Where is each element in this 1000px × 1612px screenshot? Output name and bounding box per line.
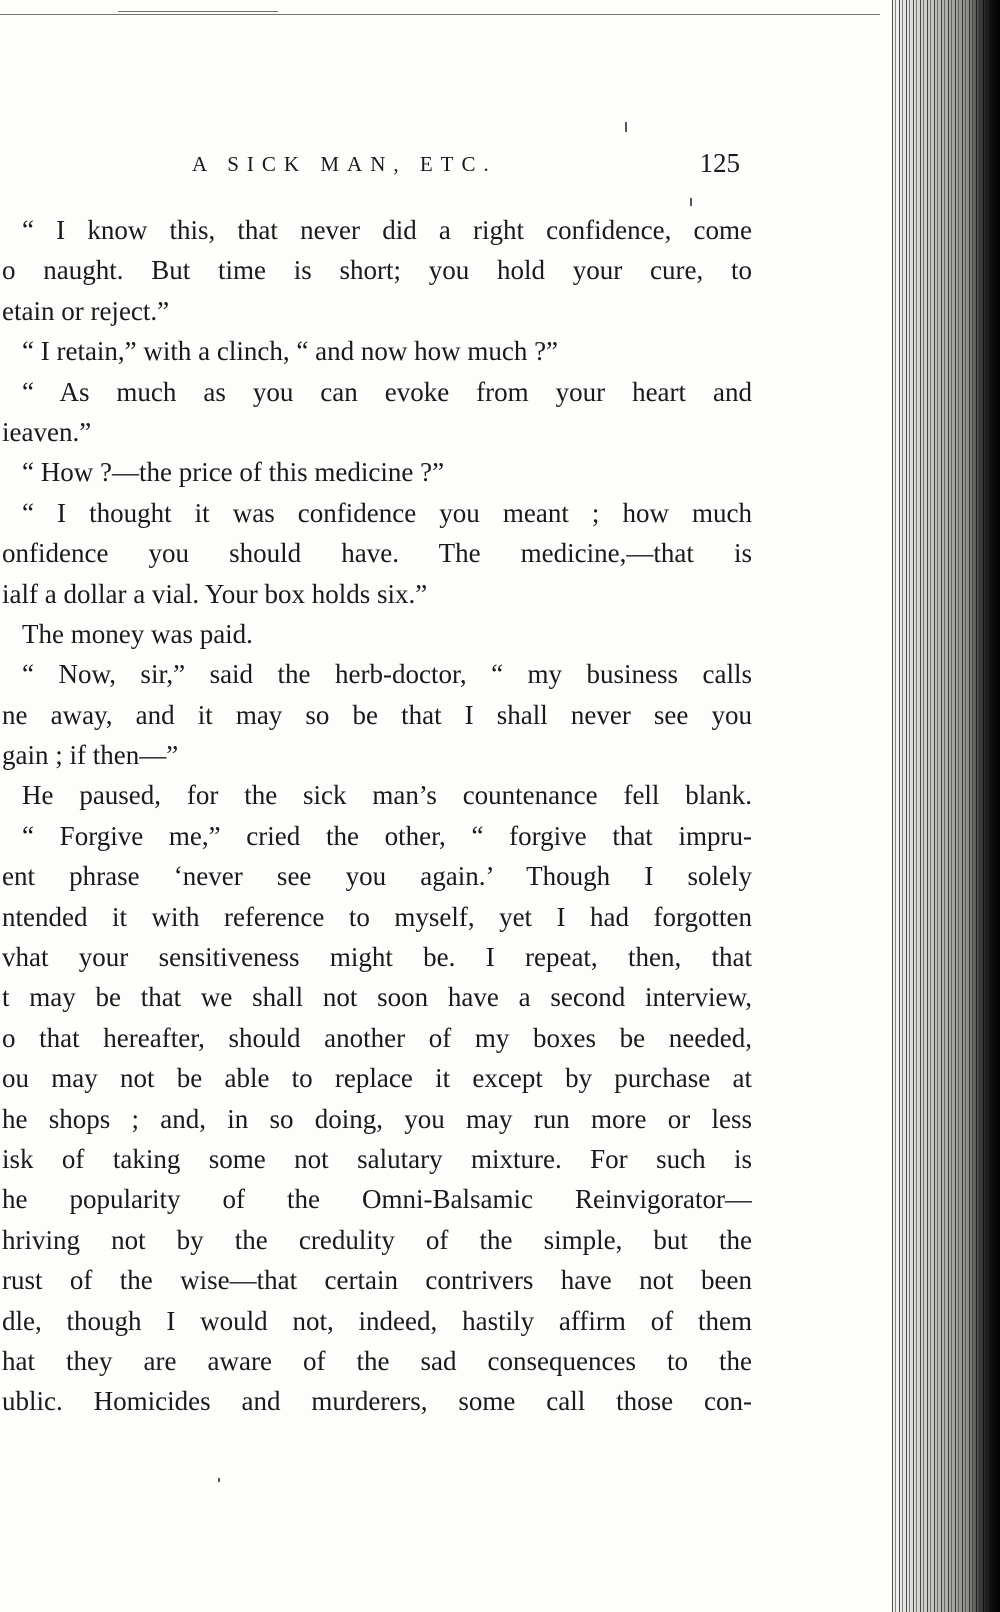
binding-shadow (970, 0, 1000, 1612)
page-number: 125 (699, 148, 740, 178)
text-line: hat they are aware of the sad consequences to the (2, 1345, 752, 1376)
text-line: ntended it with reference to myself, yet I had forgotten (2, 901, 752, 932)
text-line: he shops ; and, in so doing, you may run more or less (2, 1103, 752, 1134)
text-line: gain ; if then—” (2, 740, 179, 771)
text-line: ublic. Homicides and murderers, some call those con- (2, 1386, 752, 1417)
top-edge-rule-fragment (118, 11, 278, 12)
top-edge-rule (0, 14, 880, 15)
text-line: he popularity of the Omni-Balsamic Reinvigorator— (2, 1184, 752, 1215)
running-head (160, 148, 740, 188)
text-line: ieaven.” (2, 416, 92, 447)
stray-ink-mark (690, 198, 692, 206)
text-line: o naught. But time is short; you hold your cure, to (2, 255, 752, 286)
stray-ink-mark (625, 122, 627, 132)
text-line: hriving not by the credulity of the simple, but the (2, 1224, 752, 1255)
text-line: dle, though I would not, indeed, hastily affirm of them (2, 1305, 752, 1336)
text-line: He paused, for the sick man’s countenance fell blank. (22, 780, 752, 811)
text-line: “ I thought it was confidence you meant ; how much (22, 497, 752, 528)
text-line: “ Now, sir,” said the herb-doctor, “ my business calls (22, 659, 752, 690)
text-line: ialf a dollar a vial. Your box holds six.” (2, 578, 428, 609)
text-line: isk of taking some not salutary mixture. For such is (2, 1143, 752, 1174)
text-line: ne away, and it may so be that I shall never see you (2, 699, 752, 730)
text-line: ent phrase ‘never see you again.’ Though I solely (2, 861, 752, 892)
body-text (0, 210, 752, 1422)
text-line: vhat your sensitiveness might be. I repeat, then, that (2, 942, 752, 973)
text-line: ou may not be able to replace it except by purchase at (2, 1063, 752, 1094)
text-line: The money was paid. (22, 618, 253, 649)
text-line: onfidence you should have. The medicine,—that is (2, 538, 752, 569)
text-line: “ I know this, that never did a right confidence, come (22, 215, 752, 245)
text-line: rust of the wise—that certain contrivers have not been (2, 1265, 752, 1296)
text-line: t may be that we shall not soon have a second interview, (2, 982, 752, 1013)
text-line: “ I retain,” with a clinch, “ and now how much ?” (22, 336, 559, 367)
text-line: etain or reject.” (2, 295, 170, 326)
text-line: “ Forgive me,” cried the other, “ forgive that impru- (22, 820, 752, 851)
text-line: o that hereafter, should another of my boxes be needed, (2, 1022, 752, 1053)
running-title: A SICK MAN, ETC. (192, 152, 497, 176)
stray-ink-mark (218, 1478, 220, 1482)
text-line: “ How ?—the price of this medicine ?” (22, 457, 445, 488)
text-line: “ As much as you can evoke from your heart and (22, 376, 752, 407)
